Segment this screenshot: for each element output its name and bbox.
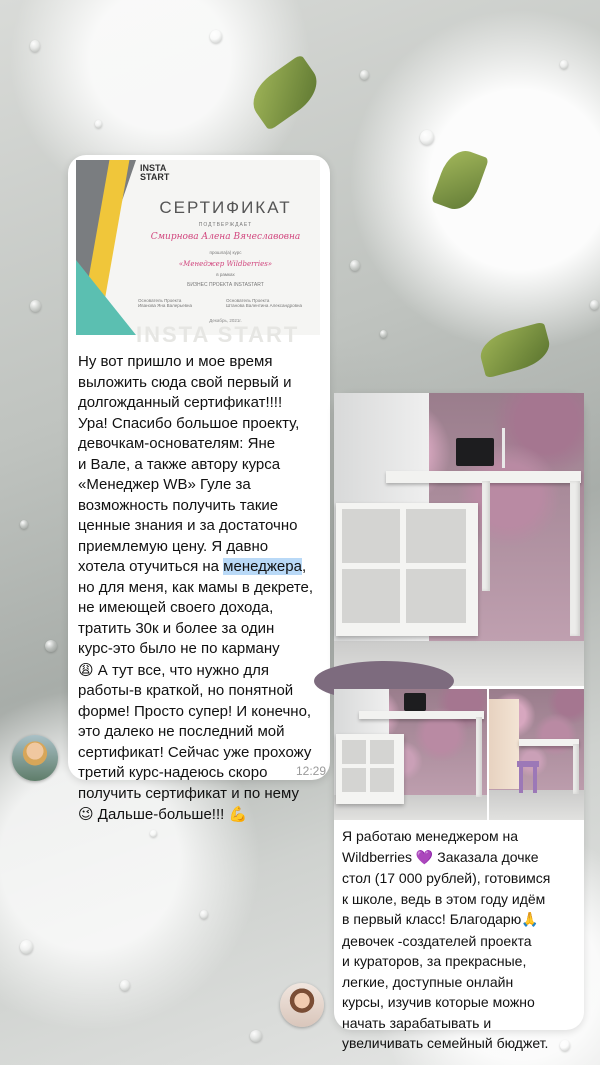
cert-signer-2: Основатель Проекта Штанова Валентина Александровна: [226, 298, 303, 308]
cert-course: «Менеджер Wildberries»: [178, 260, 273, 268]
message-1-text: [78, 352, 328, 826]
message-2-text-part2: Заказала дочке стол (17 000 рублей), готовимся к школе, ведь в этом году идём в первый класс! Благодарю: [342, 848, 551, 927]
cert-teal-stripe: [76, 260, 136, 335]
message-2-text-part1: Я работаю менеджером на Wildberries: [342, 828, 519, 865]
purple-heart-emoji: 💜: [415, 849, 434, 866]
cert-logo: [140, 164, 169, 182]
background-leaf: [243, 54, 326, 131]
sender-avatar-2[interactable]: [280, 983, 324, 1027]
sender-avatar-1[interactable]: [12, 735, 58, 781]
cert-signer-1: Основатель Проекта Иванова Яна Валерьевна: [138, 298, 193, 308]
message-1-text-part1: Ну вот пришло и мое время выложить сюда свой первый и долгожданный сертификат!!!! Ура! Спасибо большое проекту, девочкам-основателям: Яне и Вале, а также автору курса «Менеджер WB» Гуле за возможность получить такие ценные знания и за достаточно приемлемую цену. Я давно хотела отучиться на: [78, 353, 300, 575]
message-bubble-2[interactable]: [334, 393, 584, 1051]
cert-logo-line1: INSTA: [140, 163, 167, 173]
desk-photo-2[interactable]: [334, 689, 487, 820]
cert-subtitle: ПОДТВЕРЖДАЕТ: [198, 222, 253, 228]
background-leaf: [431, 145, 489, 215]
cert-watermark: INSTA START: [136, 322, 300, 347]
message-1-text-part3: А тут все, что нужно для работы-в краткой, но понятной форме! Просто супер! И конечно, это далеко не последний мой сертификат! Сейчас уже прохожу третий курс-надеюсь скоро получить сертификат и по нему: [78, 661, 312, 802]
message-1-text-part4: Дальше-больше!!!: [93, 806, 229, 823]
folded-hands-emoji: 🙏: [521, 912, 539, 928]
cert-logo-line2: START: [140, 172, 170, 182]
highlighted-word: менеджера: [223, 558, 302, 575]
flexed-bicep-emoji: 💪: [228, 805, 248, 823]
certificate-image[interactable]: [76, 160, 320, 347]
message-1-text-part2: , но для меня, как мамы в декрете, не имеющей своего дохода, тратить 30к и более за один курс-это было не по карману: [78, 558, 314, 657]
cert-in-frame: в рамках: [216, 272, 235, 277]
desk-photo-3[interactable]: [489, 689, 584, 820]
message-1-time: 12:29: [295, 764, 326, 778]
cert-title: СЕРТИФИКАТ: [159, 198, 292, 217]
background-leaf: [476, 322, 554, 379]
cert-date: Декабрь, 2021г.: [209, 318, 242, 323]
message-2-text: [342, 826, 582, 1054]
desk-photo-main[interactable]: [334, 393, 584, 686]
weary-face-emoji: 😩: [78, 660, 94, 679]
message-2-text-part3: девочек -создателей проекта и кураторов, за прекрасные, легкие, доступные онлайн курсы, изучив которые можно начать зарабатывать и увеличивать семейный бюджет.: [342, 932, 549, 1051]
winking-face-emoji: 😉: [78, 805, 94, 823]
cert-project: БИЗНЕС ПРОЕКТА INSTASTART: [187, 282, 264, 288]
cert-passed-label: прошла(а) курс: [209, 250, 242, 255]
message-bubble-1[interactable]: [68, 155, 330, 823]
cert-recipient: Смирнова Алена Вячеславовна: [150, 232, 301, 242]
